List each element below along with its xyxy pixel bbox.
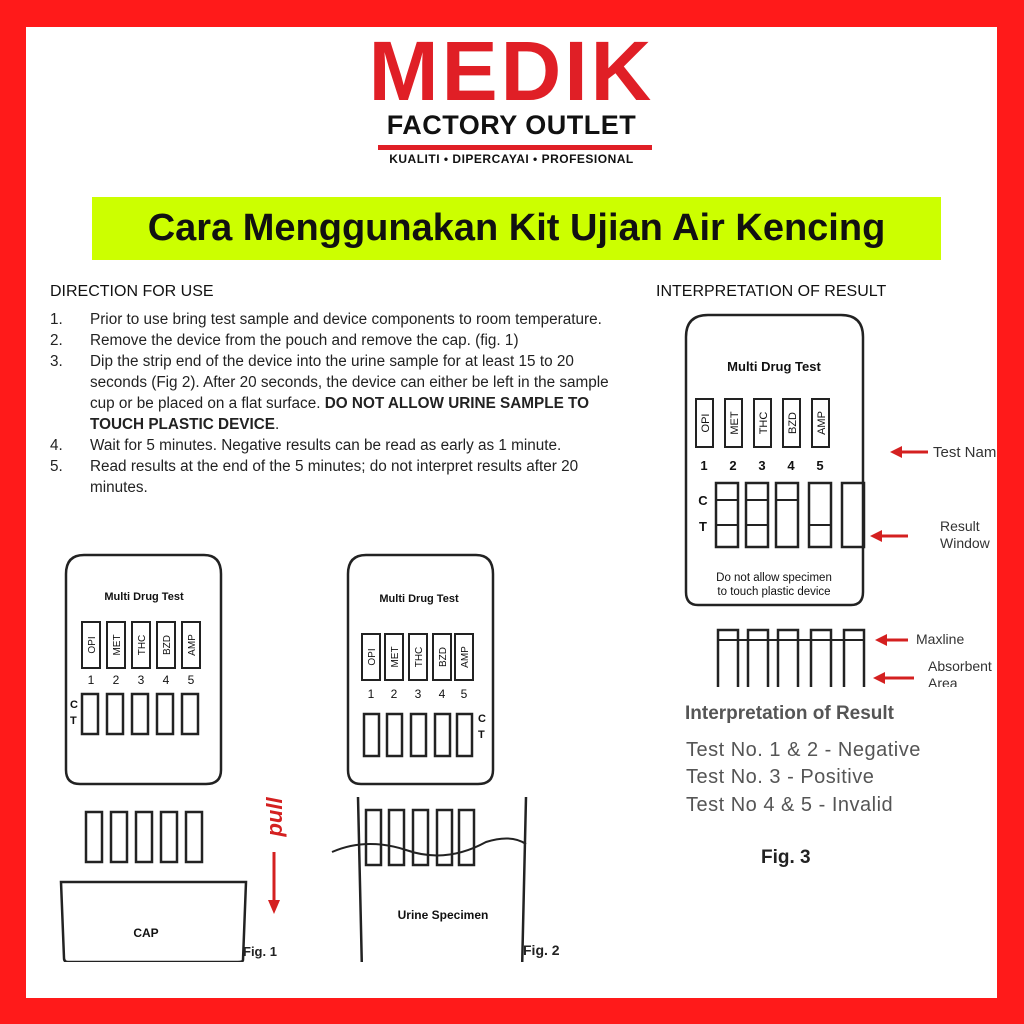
fig2-t-label: T <box>478 729 485 741</box>
step-number: 2. <box>50 332 63 349</box>
directions-list <box>50 309 630 498</box>
fig1-c-label: C <box>70 699 78 711</box>
diagram-shape <box>437 810 452 865</box>
fig3-strip <box>811 630 831 687</box>
fig3-c-label: C <box>698 493 708 508</box>
fig2-test-name: AMP <box>460 646 471 668</box>
fig3-strip <box>748 630 768 687</box>
step-text: Prior to use bring test sample and device components to room temperature. <box>90 311 602 328</box>
direction-step <box>50 330 630 351</box>
fig1-test-number: 1 <box>87 673 95 687</box>
directions-heading: DIRECTION FOR USE <box>50 283 214 300</box>
fig3-warning-line2: to touch plastic device <box>717 586 831 598</box>
arrow-head <box>870 530 882 542</box>
fig1-test-name: AMP <box>187 634 198 656</box>
step-text: Read results at the end of the 5 minutes; do not interpret results after 20 minutes. <box>90 458 579 496</box>
direction-step <box>50 435 630 456</box>
step-number: 4. <box>50 437 63 454</box>
fig3-device-diagram <box>646 307 1005 687</box>
interpretation-heading: INTERPRETATION OF RESULT <box>656 283 887 300</box>
pull-arrow-head <box>268 900 280 914</box>
fig2-caption: Fig. 2 <box>523 942 560 958</box>
fig3-strip <box>718 630 738 687</box>
diagram-shape <box>389 810 404 865</box>
fig2-test-number: 3 <box>414 687 422 701</box>
arrow-head <box>875 634 887 646</box>
fig1-test-name: MET <box>112 634 123 656</box>
arrow-head <box>890 446 902 458</box>
fig1-test-number: 2 <box>112 673 120 687</box>
fig2-test-name: OPI <box>367 648 378 666</box>
fig2-test-number: 5 <box>460 687 468 701</box>
fig1-t-label: T <box>70 715 77 727</box>
step-text: Dip the strip end of the device into the urine sample for at least 15 to 20 seconds (Fig 2). After 20 seconds, the device can either be left in the sample cup or be placed on a flat surface. <box>90 353 609 412</box>
fig2-device-diagram <box>326 552 546 962</box>
fig3-strip <box>778 630 798 687</box>
interpretation-line: Test No. 1 & 2 - Negative <box>686 739 921 761</box>
fig1-test-name: THC <box>137 634 148 656</box>
fig2-test-number: 4 <box>438 687 446 701</box>
fig2-device-title: Multi Drug Test <box>379 593 459 605</box>
fig3-test-name: OPI <box>700 413 712 433</box>
step-text-end: . <box>275 416 280 433</box>
fig1-pull-label: pull <box>262 797 287 837</box>
step-number: 3. <box>50 353 63 370</box>
fig3-t-label: T <box>699 519 707 534</box>
content-panel <box>26 27 1005 998</box>
brand-tagline: KUALITI • DIPERCAYAI • PROFESIONAL <box>389 152 634 166</box>
fig3-arrows <box>870 446 928 684</box>
fig3-caption: Fig. 3 <box>761 847 811 868</box>
label-area: Area <box>928 675 958 687</box>
direction-step <box>50 309 630 330</box>
fig2-test-number: 2 <box>390 687 398 701</box>
label-result: Result <box>940 518 980 534</box>
interpretation-line: Test No 4 & 5 - Invalid <box>686 794 894 816</box>
fig1-device-diagram <box>56 552 296 962</box>
label-absorbent: Absorbent <box>928 658 992 674</box>
step-text: Remove the device from the pouch and remove the cap. (fig. 1) <box>90 332 519 349</box>
fig2-test-name: BZD <box>438 647 449 667</box>
diagram-shape <box>136 812 152 862</box>
fig1-test-name: BZD <box>162 635 173 655</box>
fig3-test-name: THC <box>758 411 770 435</box>
fig3-test-number: 5 <box>816 458 824 473</box>
brand-logo-subtitle: FACTORY OUTLET <box>386 110 637 140</box>
arrow-head <box>873 672 885 684</box>
fig3-device-title: Multi Drug Test <box>727 359 821 374</box>
fig1-cap-label: CAP <box>133 926 159 940</box>
step-text-wrap <box>90 351 630 435</box>
fig3-test-name: MET <box>729 411 741 435</box>
step-text: Wait for 5 minutes. Negative results can be read as early as 1 minute. <box>90 437 562 454</box>
diagram-shape <box>111 812 127 862</box>
fig1-test-number: 3 <box>137 673 145 687</box>
step-warning: DO NOT ALLOW URINE SAMPLE TO TOUCH PLASTIC DEVICE <box>90 395 589 433</box>
diagram-shape <box>186 812 202 862</box>
fig1-cap <box>61 882 246 962</box>
brand-logo-name: MEDIK <box>368 27 655 118</box>
fig1-caption: Fig. 1 <box>243 944 277 959</box>
fig3-test-number: 2 <box>729 458 737 473</box>
step-number: 1. <box>50 311 63 328</box>
title-banner <box>92 197 941 260</box>
label-maxline: Maxline <box>916 631 965 647</box>
label-test-name: Test Name <box>933 444 1005 461</box>
fig1-test-name: OPI <box>87 636 98 654</box>
fig3-test-number: 3 <box>758 458 766 473</box>
fig1-test-number: 4 <box>162 673 170 687</box>
diagram-shape <box>86 812 102 862</box>
fig3-strip <box>844 630 864 687</box>
diagram-shape <box>459 810 474 865</box>
fig2-test-number: 1 <box>367 687 375 701</box>
fig2-c-label: C <box>478 713 486 725</box>
fig2-test-name: THC <box>414 646 425 668</box>
diagram-shape <box>413 810 428 865</box>
fig3-strips <box>718 630 864 687</box>
step-number: 5. <box>50 458 63 475</box>
fig1-device-body <box>66 555 221 784</box>
fig2-specimen-label: Urine Specimen <box>397 908 489 922</box>
direction-step <box>50 456 630 498</box>
fig3-test-number: 4 <box>787 458 795 473</box>
interpretation-title: Interpretation of Result <box>685 703 895 724</box>
fig3-test-number: 1 <box>700 458 708 473</box>
diagram-shape <box>366 810 381 865</box>
fig3-warning-line1: Do not allow specimen <box>716 572 832 584</box>
direction-step <box>50 351 630 435</box>
fig3-test-name: AMP <box>816 411 828 435</box>
label-window: Window <box>940 535 990 551</box>
brand-divider <box>378 145 652 150</box>
interpretation-line: Test No. 3 - Positive <box>686 766 875 788</box>
fig2-test-name: MET <box>390 646 401 668</box>
diagram-shape <box>161 812 177 862</box>
fig3-test-name: BZD <box>787 412 799 434</box>
banner-title: Cara Menggunakan Kit Ujian Air Kencing <box>147 207 886 249</box>
fig1-device-title: Multi Drug Test <box>104 591 184 603</box>
fig1-test-number: 5 <box>187 673 195 687</box>
